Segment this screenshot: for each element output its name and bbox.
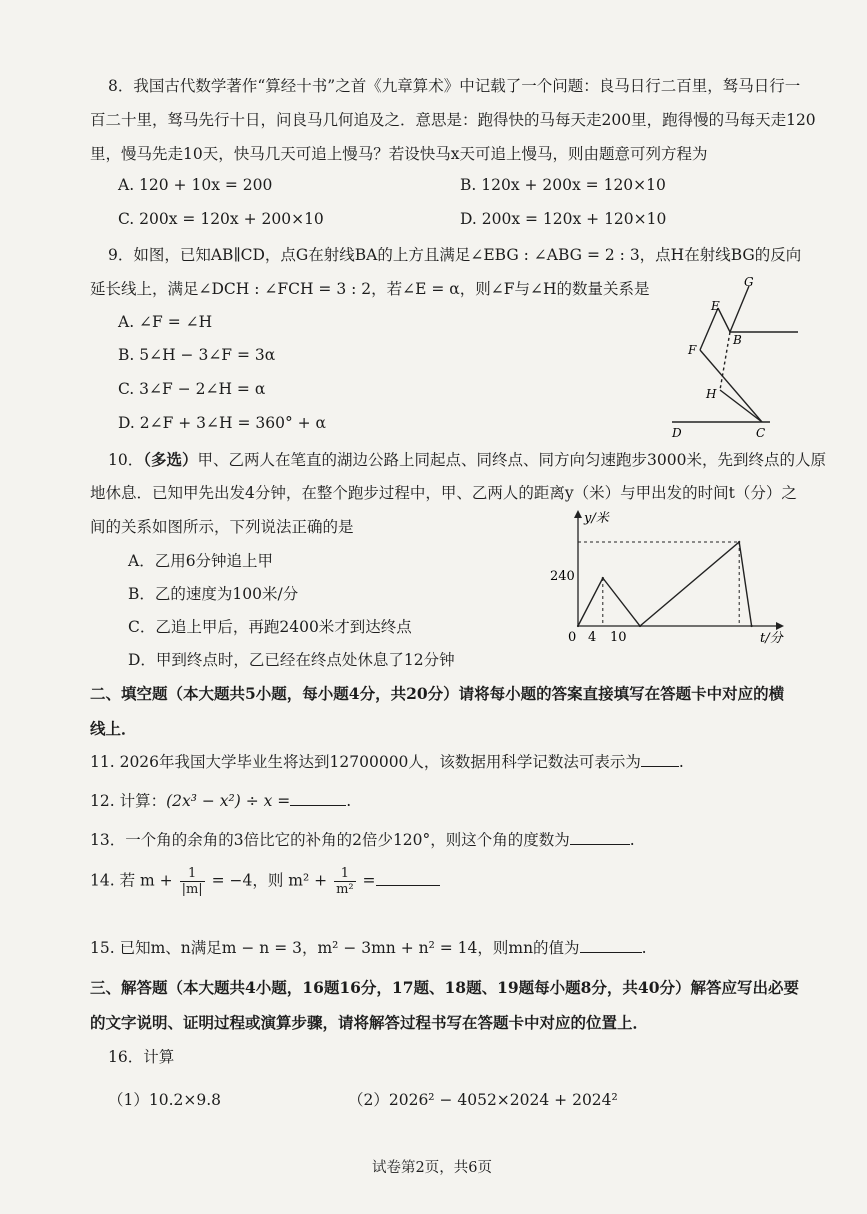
q14-mid: = −4，则 m² +: [211, 871, 328, 890]
x-tick-10: 10: [610, 630, 627, 645]
data-point-2: [639, 625, 641, 627]
label-h: H: [706, 387, 717, 401]
q10-option-d: D．甲到终点时，乙已经在终点处休息了12分钟: [128, 651, 455, 669]
x-tick-4: 4: [588, 630, 597, 645]
data-point-3: [738, 541, 740, 543]
q8-option-c: C. 200x = 120x + 200×10: [118, 210, 324, 228]
q12-text: 12. 计算：: [90, 792, 167, 810]
label-g: G: [744, 275, 754, 289]
q15: [90, 936, 647, 958]
label-f: F: [688, 343, 697, 357]
q16-part1: （1）10.2×9.8: [108, 1091, 222, 1109]
q10-line3: 间的关系如图所示，下列说法正确的是: [90, 518, 354, 536]
q9-geometry-figure: [660, 272, 810, 440]
q12-end: .: [346, 792, 352, 810]
q10-line1-text: 甲、乙两人在笔直的湖边公路上同起点、同终点、同方向匀速跑步3000米，先到终点的人原: [197, 451, 826, 469]
data-point-4: [751, 625, 753, 627]
q16-title: 16．计算: [108, 1048, 175, 1066]
q15-answer-blank[interactable]: [580, 938, 642, 953]
label-d: D: [672, 426, 682, 440]
section3-heading-line2: 的文字说明、证明过程或演算步骤，请将解答过程书写在答题卡中对应的位置上．: [90, 1013, 649, 1032]
q14-eq: =: [362, 871, 376, 890]
q14-fraction-2: [334, 866, 356, 897]
q13-text: 13．一个角的余角的3倍比它的补角的2倍少120°，则这个角的度数为: [90, 831, 570, 849]
q10-line2: 地休息．已知甲先出发4分钟，在整个跑步过程中，甲、乙两人的距离y（米）与甲出发的时间t（分）之: [90, 484, 797, 502]
ray-bg: [730, 286, 749, 332]
section2-heading-line2: 线上．: [90, 719, 137, 738]
segment-hc: [720, 390, 762, 422]
label-b: B: [733, 333, 742, 347]
page-footer: 试卷第2页，共6页: [372, 1160, 492, 1176]
q13-end: .: [629, 831, 635, 849]
q16-part2: （2）2026² − 4052×2024 + 2024²: [348, 1091, 618, 1109]
q9-option-a: A. ∠F = ∠H: [118, 313, 213, 331]
q8-line2: 百二十里，驽马先行十日，问良马几何追及之．意思是：跑得快的马每天走200里，跑得慢的马每天走120: [90, 111, 816, 129]
q8-option-d: D. 200x = 120x + 120×10: [460, 210, 667, 228]
q11-text: 11. 2026年我国大学毕业生将达到12700000人，该数据用科学记数法可表示为: [90, 753, 641, 771]
q13: [90, 828, 635, 850]
q10-option-c: C．乙追上甲后，再跑2400米才到达终点: [128, 618, 412, 636]
series-line: [578, 542, 752, 626]
q9-line2: 延长线上，满足∠DCH : ∠FCH = 3 : 2，若∠E = α，则∠F与∠H的数量关系是: [90, 280, 650, 298]
label-c: C: [756, 426, 766, 440]
x-axis-arrow: [776, 622, 784, 630]
q14: [90, 866, 440, 897]
section2-heading-line1: 二、填空题（本大题共5小题，每小题4分，共20分）请将每小题的答案直接填写在答题卡中对应的横: [90, 684, 785, 703]
q14-frac1-den: |m|: [181, 882, 203, 897]
q10-distance-time-chart: [540, 508, 800, 648]
q10-option-b: B．乙的速度为100米/分: [128, 585, 299, 603]
q8-option-a: A. 120 + 10x = 200: [118, 176, 273, 194]
q10-line1: [108, 448, 826, 470]
q14-fraction-1: [180, 866, 205, 897]
q9-option-c: C. 3∠F − 2∠H = α: [118, 380, 266, 398]
q14-answer-blank[interactable]: [376, 871, 440, 886]
q11-answer-blank[interactable]: [641, 752, 679, 767]
q12-answer-blank[interactable]: [290, 791, 346, 806]
y-axis-label: y/米: [584, 511, 609, 526]
data-point-1: [602, 577, 604, 579]
q14-frac2-den: m²: [336, 882, 354, 897]
q14-frac2-num: 1: [334, 866, 356, 882]
data-point-0: [577, 625, 579, 627]
q13-answer-blank[interactable]: [570, 830, 630, 845]
section3-heading-line1: 三、解答题（本大题共4小题，16题16分，17题、18题、19题每小题8分，共40分）解答应写出必要: [90, 978, 799, 997]
q15-text: 15. 已知m、n满足m − n = 3，m² − 3mn + n² = 14，则mn的值为: [90, 939, 580, 957]
y-tick-240: 240: [550, 569, 575, 584]
q14-frac1-num: 1: [180, 866, 205, 882]
label-e: E: [711, 299, 720, 313]
ray-bh-dashed: [720, 332, 730, 390]
q10-number: 10．: [108, 451, 144, 469]
q11: [90, 750, 684, 772]
q8-option-b: B. 120x + 200x = 120×10: [460, 176, 666, 194]
q14-pre: 14. 若 m +: [90, 871, 173, 890]
y-axis-arrow: [574, 510, 582, 518]
q11-end: .: [678, 753, 684, 771]
q12-expression: (2x³ − x²) ÷ x =: [166, 792, 291, 810]
q15-end: .: [641, 939, 647, 957]
q10-multi-select-tag: （多选）: [143, 450, 198, 469]
segment-fc: [700, 350, 762, 422]
q8-line1: 8．我国古代数学著作“算经十书”之首《九章算术》中记载了一个问题：良马日行二百里，驽马日行一: [108, 77, 801, 95]
segment-eb: [718, 308, 730, 332]
q8-line3: 里，慢马先走10天，快马几天可追上慢马？若设快马x天可追上慢马，则由题意可列方程为: [90, 145, 708, 163]
q9-option-d: D. 2∠F + 3∠H = 360° + α: [118, 414, 327, 432]
x-axis-label: t/分: [760, 631, 783, 646]
q10-option-a: A．乙用6分钟追上甲: [128, 552, 274, 570]
q9-option-b: B. 5∠H − 3∠F = 3α: [118, 346, 276, 364]
x-tick-0: 0: [568, 630, 577, 645]
q12: [90, 789, 351, 811]
segment-ef: [700, 308, 718, 350]
q9-line1: 9．如图，已知AB∥CD，点G在射线BA的上方且满足∠EBG : ∠ABG = 2 : 3，点H在射线BG的反向: [108, 246, 802, 264]
